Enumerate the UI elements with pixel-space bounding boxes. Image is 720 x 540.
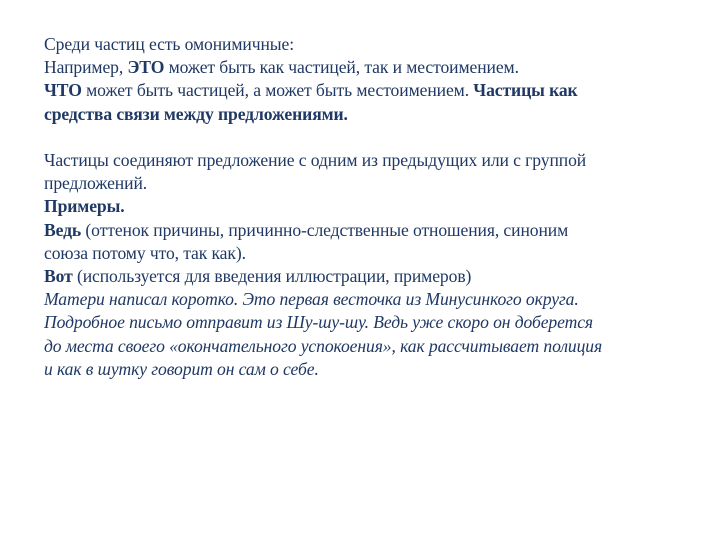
example-text-line-4 (44, 358, 704, 381)
examples-heading-line (44, 195, 704, 218)
eto-word: ЭТО (127, 57, 165, 78)
example-text-4: и как в шутку говорит он сам о себе. (44, 358, 319, 379)
eto-prefix: Например, (44, 57, 128, 78)
chto-line (44, 79, 704, 102)
example-text-3: до места своего «окончательного успокоения», как рассчитывает полиция (44, 335, 603, 356)
ved-description-2: союза потому что, так как). (44, 242, 246, 263)
example-text-line-1 (44, 288, 704, 311)
ved-line-1 (44, 219, 704, 242)
particles-heading-line (44, 103, 704, 126)
eto-line (44, 56, 704, 79)
chto-word: ЧТО (44, 80, 82, 101)
intro-line (44, 33, 704, 56)
ved-word: Ведь (44, 219, 82, 240)
chto-rest: может быть частицей, а может быть местоимением. (81, 80, 474, 101)
ved-description: (оттенок причины, причинно-следственные отношения, синоним (81, 219, 569, 240)
slide-text-block (44, 33, 704, 381)
particles-heading-part2: средства связи между предложениями. (44, 103, 348, 124)
connect-line-1 (44, 149, 704, 172)
vot-line (44, 265, 704, 288)
connect-line-2 (44, 172, 704, 195)
particles-heading-part1: Частицы как (473, 80, 578, 101)
intro-text: Среди частиц есть омонимичные: (44, 34, 294, 54)
examples-heading: Примеры. (44, 196, 125, 217)
example-text-2: Подробное письмо отправит из Шу-шу-шу. Ведь уже скоро он доберется (44, 312, 593, 333)
connect-text-2: предложений. (44, 173, 148, 194)
vot-description: (используется для введения иллюстрации, примеров) (72, 266, 472, 287)
example-text-line-2 (44, 311, 704, 334)
blank-line (44, 126, 704, 149)
eto-rest: может быть как частицей, так и местоимением. (164, 57, 519, 78)
ved-line-2 (44, 242, 704, 265)
example-text-line-3 (44, 335, 704, 358)
example-text-1: Матери написал коротко. Это первая весточка из Минусинкого округа. (44, 289, 579, 310)
connect-text-1: Частицы соединяют предложение с одним из предыдущих или с группой (44, 150, 587, 170)
vot-word: Вот (44, 266, 73, 287)
